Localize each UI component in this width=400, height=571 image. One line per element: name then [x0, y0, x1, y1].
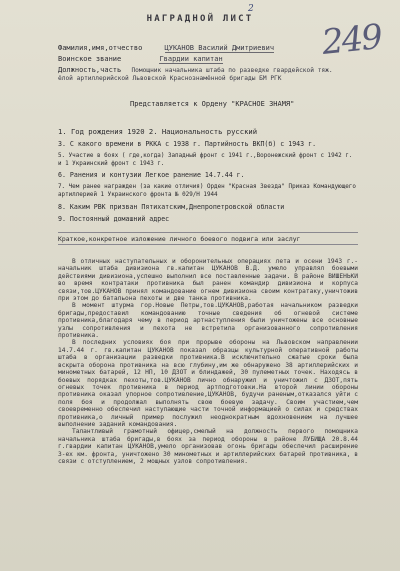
- top-handwritten-mark: 2: [248, 4, 254, 14]
- narrative-paragraph-2: В момент штурма гор.Новые Петры,тов.ЦУКАНОВ,работая начальником разведки бригады,предоставил командованию точные сведения об огневой системе противника,благодаря чему в период артнаступления были уничтожены все основные узлы сопротивления и пехота не встретила организованного сопротивления противника.: [58, 302, 358, 340]
- item-birth: 1. Год рождения 1920 2. Национальность русский: [58, 127, 258, 136]
- narrative-paragraph-1: В отличных наступательных и оборонительных операциях лета и осени 1943 г.-начальник штаба дивизиона гв.капитан ЦУКАНОВ В.Д. умело управлял боевыми действиями дивизиона,успешно выполнил все поставленные задачи. В районе ВИШЕНЬКИ во время контратаки противника был ранен командир дивизиона и корпуса связи,тов.ЦУКАНОВ принял командование огнем дивизиона своим контратаку,уничтожив при этом до батальона пехоты и две танка противника.: [58, 258, 358, 303]
- rank-label: Воинское звание: [58, 55, 122, 63]
- document-title: НАГРАДНОЙ ЛИСТ: [146, 14, 254, 24]
- name-label: Фамилия,имя,отчество: [58, 44, 143, 52]
- rank-row: [58, 55, 223, 64]
- post-row: [58, 66, 333, 75]
- narrative: [58, 258, 358, 465]
- nomination: Представляется к Ордену "КРАСНОЕ ЗНАМЯ": [130, 100, 295, 108]
- item-draft: 8. Каким РВК призван Пятихатским,Днепропетровской области: [58, 203, 285, 211]
- section-heading: Краткое,конкретное изложение личного боевого подвига или заслуг: [58, 235, 301, 243]
- post-label: Должность,часть: [58, 66, 122, 74]
- item-address: 9. Постоянный домашний адрес: [58, 215, 170, 223]
- handwritten-archive-number: 249: [320, 17, 383, 63]
- post-value-cont: ёлой артиллерийской Львовской Краснознамённой бригады БМ РГК: [58, 75, 282, 82]
- divider-bottom: [58, 244, 358, 245]
- rank-value: Гвардии капитан: [159, 55, 223, 63]
- narrative-paragraph-3: В последних условиях боя при прорыве обороны на Львовском направлении 14.7.44 г. гв.капитан ЦУКАНОВ показал образцы культурной оперативной работы штаба в организации разведки противника.В исключительно сжатые сроки была вскрыта оборона противника на всю глубину,им же обнаружено 38 артиллерийских и минометных батарей, 12 НП, 10 ДЗОТ и блиндажей, 30 пулеметных точек. Находясь в боевых порядках пехоты,тов.ЦУКАНОВ лично обнаружил и уничтожил с ДЗОТ,пять огневых точек противника в период артподготовки.На второй линии обороны противника оказал упорное сопротивление,ЦУКАНОВ, будучи раненым,отказался уйти с поля боя и продолжал выполнять свою боевую задачу. Своим участием,чем своевременно обеспечил наступающие части точной информацией о силах и средствах противника,о личный пример послужил неоднократным вдохновением на лучшее выполнение заданий командования.: [58, 339, 358, 428]
- narrative-paragraph-4: Талантливый грамотный офицер,смелый на должность первого помощника начальника штаба бригады,в боях за период обороны в районе ЛУБИЩА 20.8.44 г.гвардии капитан ЦУКАНОВ,умело организовав огонь бригады обеспечил расширение 3-ех км. фронта, уничтожено 30 минометных и артиллерийских батарей противника, в связи с отступлением, 2 мощных узлов сопротивления.: [58, 428, 358, 465]
- divider-top: [58, 232, 358, 233]
- item-battles: 5. Участие в боях ( где,когда) Западный фронт с 1941 г.,Воронежский фронт с 1942 г. и 1 Украинский фронт с 1943 г.: [58, 153, 353, 167]
- post-value: Помощник начальника штаба по разведке гвардейской тяж.: [131, 67, 333, 74]
- item-wounds: 6. Ранения и контузии Легкое ранение 14.7.44 г.: [58, 171, 245, 179]
- name-value: ЦУКАНОВ Василий Дмитриевич: [164, 44, 275, 52]
- name-row: [58, 44, 274, 53]
- item-service: 3. С какого времени в РККА с 1938 г. Партийность ВКП(б) с 1943 г.: [58, 140, 317, 148]
- item-awards: 7. Чем ранее награжден (за какие отличия) Орден "Красная Звезда" Приказ Командующего артиллерией 1 Украинского фронта № 029/Н 1944: [58, 184, 356, 198]
- post-row-cont: [58, 75, 282, 83]
